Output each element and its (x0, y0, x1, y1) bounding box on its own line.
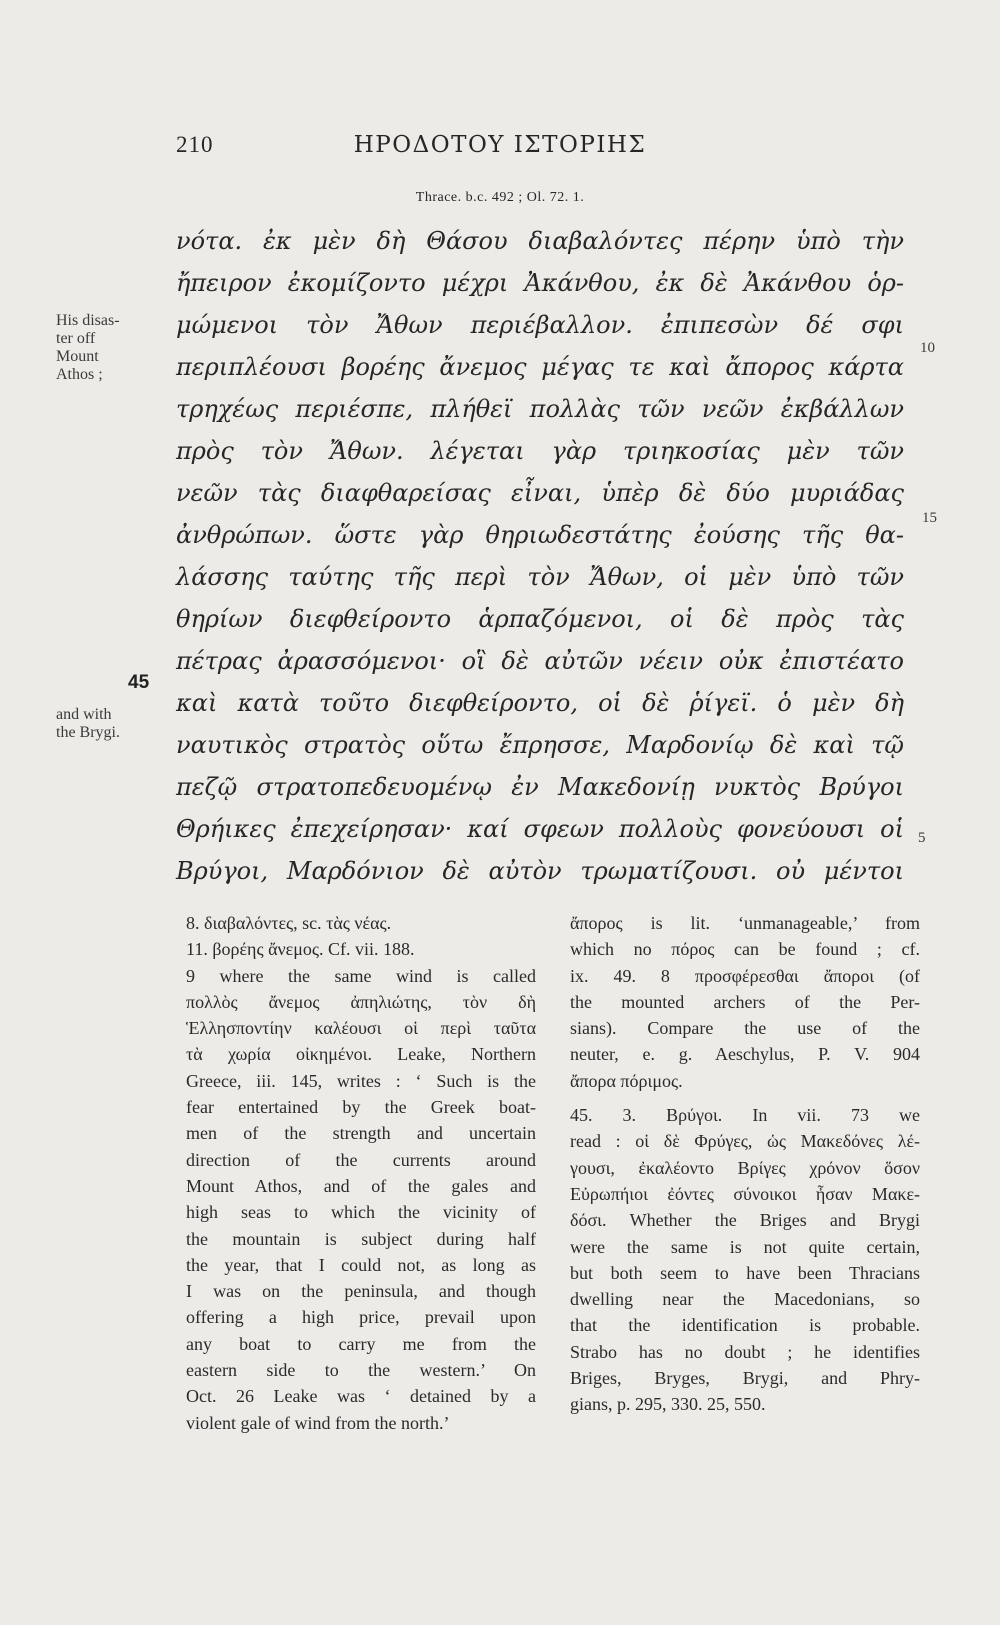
text-line: πέτρας ἀρασσόμενοι· οἳ δὲ αὐτῶν νέειν οὐκ ἐπιστέατο (176, 647, 904, 675)
footnote-line: eastern side to the western.’ On (186, 1360, 536, 1381)
footnote-line: gians, p. 295, 330. 25, 550. (570, 1394, 766, 1415)
footnote-line: I was on the peninsula, and though (186, 1281, 536, 1302)
footnote-line: were the same is not quite certain, (570, 1236, 920, 1257)
footnote-line: read : οἱ δὲ Φρύγες, ὡς Μακεδόνες λέ- (570, 1131, 920, 1152)
footnote-column-left (186, 910, 536, 1436)
text-line: ναυτικὸς στρατὸς οὕτω ἔπρησσε, Μαρδονίῳ δὲ καὶ τῷ (176, 731, 904, 759)
text-line: Θρήικες ἐπεχείρησαν· καί σφεων πολλοὺς φονεύουσι οἱ (176, 815, 904, 843)
text-line: μώμενοι τὸν Ἄθων περιέβαλλον. ἐπιπεσὼν δέ σφι (176, 311, 904, 339)
margin-note-athos: His disas- ter off Mount Athos ; (56, 312, 120, 383)
footnote-line: τὰ χωρία οἰκημένοι. Leake, Northern (186, 1044, 536, 1065)
footnote-line: but both seem to have been Thracians (570, 1262, 920, 1283)
footnote-line: Oct. 26 Leake was ‘ detained by a (186, 1386, 536, 1407)
text-line: θηρίων διεφθείροντο ἁρπαζόμενοι, οἱ δὲ πρὸς τὰς (176, 605, 904, 633)
footnote-line: the year, that I could not, as long as (186, 1254, 536, 1275)
footnote-line: ἄπορα πόριμος. (570, 1070, 683, 1091)
footnote-line: neuter, e. g. Aeschylus, P. V. 904 (570, 1044, 920, 1065)
page-number: 210 (176, 132, 214, 157)
footnote-line: 9 where the same wind is called (186, 965, 536, 986)
footnote-line: Εὐρωπήιοι ἐόντες σύνοικοι ἦσαν Μακε- (570, 1183, 920, 1204)
footnote-line: ix. 49. 8 προσφέρεσθαι ἄποροι (of (570, 965, 920, 986)
footnote-line: Mount Athos, and of the gales and (186, 1175, 536, 1196)
text-line: νότα. ἐκ μὲν δὴ Θάσου διαβαλόντες πέρην ὑπὸ τὴν (176, 227, 904, 255)
text-line: ἀνθρώπων. ὥστε γὰρ θηριωδεστάτης ἐούσης τῆς θα- (176, 521, 904, 549)
footnote-line: dwelling near the Macedonians, so (570, 1289, 920, 1310)
text-line: πεζῷ στρατοπεδευομένῳ ἐν Μακεδονίῃ νυκτὸς Βρύγοι (176, 773, 904, 801)
footnote-line: direction of the currents around (186, 1149, 536, 1170)
line-number: 15 (922, 510, 937, 526)
footnote-line: which no πόρος can be found ; cf. (570, 939, 920, 960)
book-title: ΗΡΟΔΟΤΟΥ ΙΣΤΟΡΙΗΣ (353, 132, 647, 158)
footnote-line: men of the strength and uncertain (186, 1123, 536, 1144)
footnote-line: δόσι. Whether the Briges and Brygi (570, 1210, 920, 1231)
footnote-line: γουσι, ἐκαλέοντο Βρίγες χρόνον ὅσον (570, 1157, 920, 1178)
text-line: λάσσης ταύτης τῆς περὶ τὸν Ἄθων, οἱ μὲν ὑπὸ τῶν (176, 563, 904, 591)
footnote-line: Strabo has no doubt ; he identifies (570, 1341, 920, 1362)
footnote-line: fear entertained by the Greek boat- (186, 1097, 536, 1118)
footnote-line: Briges, Bryges, Brygi, and Phry- (570, 1368, 920, 1389)
footnote-line: 11. βορέης ἄνεμος. Cf. vii. 188. (186, 939, 415, 960)
text-line: ἤπειρον ἐκομίζοντο μέχρι Ἀκάνθου, ἐκ δὲ Ἀκάνθου ὁρ- (176, 269, 904, 297)
text-line: νεῶν τὰς διαφθαρείσας εἶναι, ὑπὲρ δὲ δύο μυριάδας (176, 479, 904, 507)
text-line: πρὸς τὸν Ἄθων. λέγεται γὰρ τριηκοσίας μὲν τῶν (176, 437, 904, 465)
footnote-line: the mounted archers of the Per- (570, 991, 920, 1012)
footnote-line: that the identification is probable. (570, 1315, 920, 1336)
line-number: 10 (920, 340, 935, 356)
footnote-line: sians). Compare the use of the (570, 1018, 920, 1039)
section-heading: Thrace. b.c. 492 ; Ol. 72. 1. (415, 190, 585, 205)
footnote-line: πολλὸς ἄνεμος ἀπηλιώτης, τὸν δὴ (186, 991, 536, 1012)
text-line: Βρύγοι, Μαρδόνιον δὲ αὐτὸν τρωματίζουσι. οὐ μέντοι (176, 857, 904, 885)
footnote-line: ἄπορος is lit. ‘unmanageable,’ from (570, 913, 920, 933)
chapter-number: 45 (128, 672, 150, 693)
footnote-line: Greece, iii. 145, writes : ‘ Such is the (186, 1070, 536, 1091)
running-head (0, 132, 1000, 172)
footnote-line: 8. διαβαλόντες, sc. τὰς νέας. (186, 913, 392, 933)
text-line: περιπλέουσι βορέης ἄνεμος μέγας τε καὶ ἄπορος κάρτα (176, 353, 904, 381)
footnote-line: 45. 3. Βρύγοι. In vii. 73 we (570, 1105, 920, 1126)
text-line: τρηχέως περιέσπε, πλήθεϊ πολλὰς τῶν νεῶν ἐκβάλλων (176, 395, 904, 423)
margin-note-brygi: and with the Brygi. (56, 706, 120, 741)
footnote-line: any boat to carry me from the (186, 1333, 536, 1354)
main-greek-text (176, 220, 916, 892)
footnote-line: offering a high price, prevail upon (186, 1307, 536, 1328)
text-line: καὶ κατὰ τοῦτο διεφθείροντο, οἱ δὲ ῥίγεϊ. ὁ μὲν δὴ (176, 689, 904, 717)
footnote-column-right (570, 910, 920, 1418)
line-number: 5 (918, 830, 926, 846)
footnote-line: violent gale of wind from the north.’ (186, 1412, 450, 1433)
footnote-line: Ἑλλησποντίην καλέουσι οἱ περὶ ταῦτα (186, 1018, 536, 1039)
footnote-line: high seas to which the vicinity of (186, 1202, 536, 1223)
footnote-line: the mountain is subject during half (186, 1228, 536, 1249)
